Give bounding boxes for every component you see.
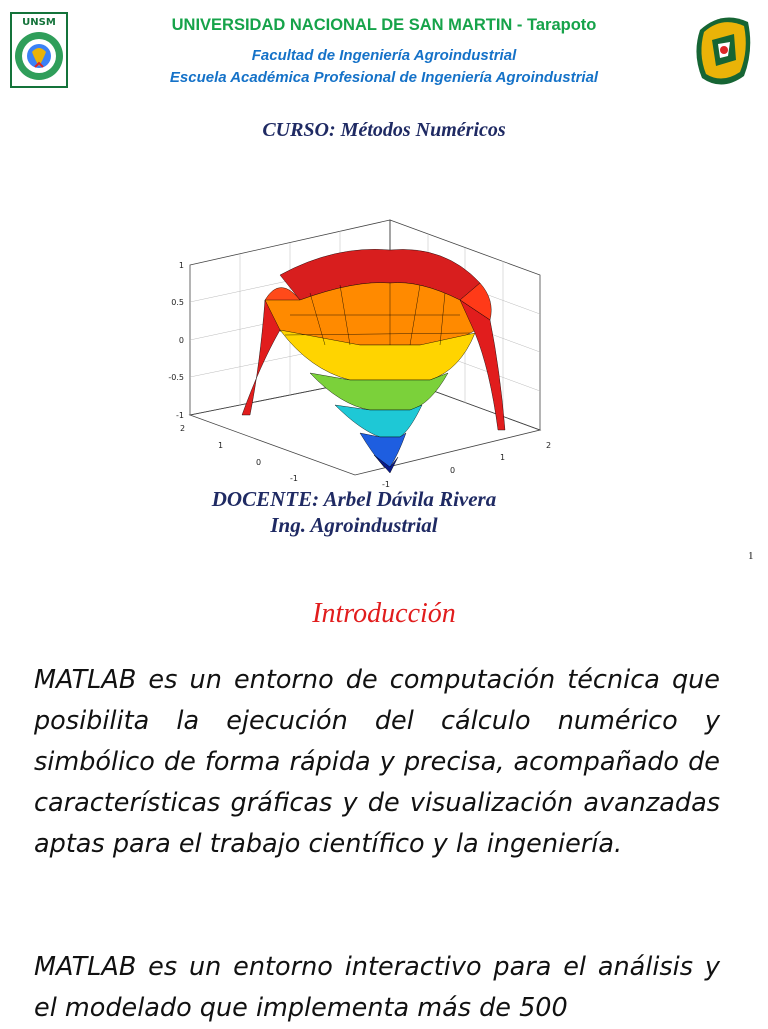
y-tick: 1	[218, 441, 224, 450]
x-tick: -1	[382, 480, 390, 489]
y-tick: 2	[180, 424, 186, 433]
x-tick: 2	[546, 441, 552, 450]
z-tick: -1	[176, 411, 184, 420]
school-name: Escuela Académica Profesional de Ingeniería Agroindustrial	[169, 69, 599, 86]
y-tick: -1	[290, 474, 298, 483]
z-tick: -0.5	[168, 373, 184, 382]
surface-mesh	[242, 249, 505, 473]
paragraph: MATLAB es un entorno de computación técnica que posibilita la ejecución del cálculo numérico y simbólico de forma rápida y precisa, acompañado de características gráficas y de visualización avanzadas aptas para el trabajo científico y la ingeniería.	[34, 665, 720, 859]
z-tick: 0.5	[171, 298, 184, 307]
university-name: UNIVERSIDAD NACIONAL DE SAN MARTIN - Tarapoto	[171, 16, 597, 34]
course-title: CURSO: Métodos Numéricos	[262, 119, 506, 141]
paragraph: MATLAB es un entorno interactivo para el análisis y el modelado que implementa más de 500	[34, 952, 720, 1023]
surface-plot	[160, 205, 580, 490]
y-tick: 0	[256, 458, 262, 467]
logo-left-acronym: UNSM	[22, 17, 56, 28]
x-tick: 0	[450, 466, 456, 475]
faculty-name: Facultad de Ingeniería Agroindustrial	[251, 47, 517, 64]
z-tick: 1	[178, 261, 184, 270]
instructor-title: Ing. Agroindustrial	[270, 513, 438, 537]
z-tick: 0	[178, 336, 184, 345]
section-title: Introducción	[312, 598, 456, 629]
x-tick: 1	[500, 453, 506, 462]
instructor-name: DOCENTE: Arbel Dávila Rivera	[211, 487, 497, 511]
instructor-block	[0, 486, 708, 538]
page-number: 1	[748, 550, 754, 562]
